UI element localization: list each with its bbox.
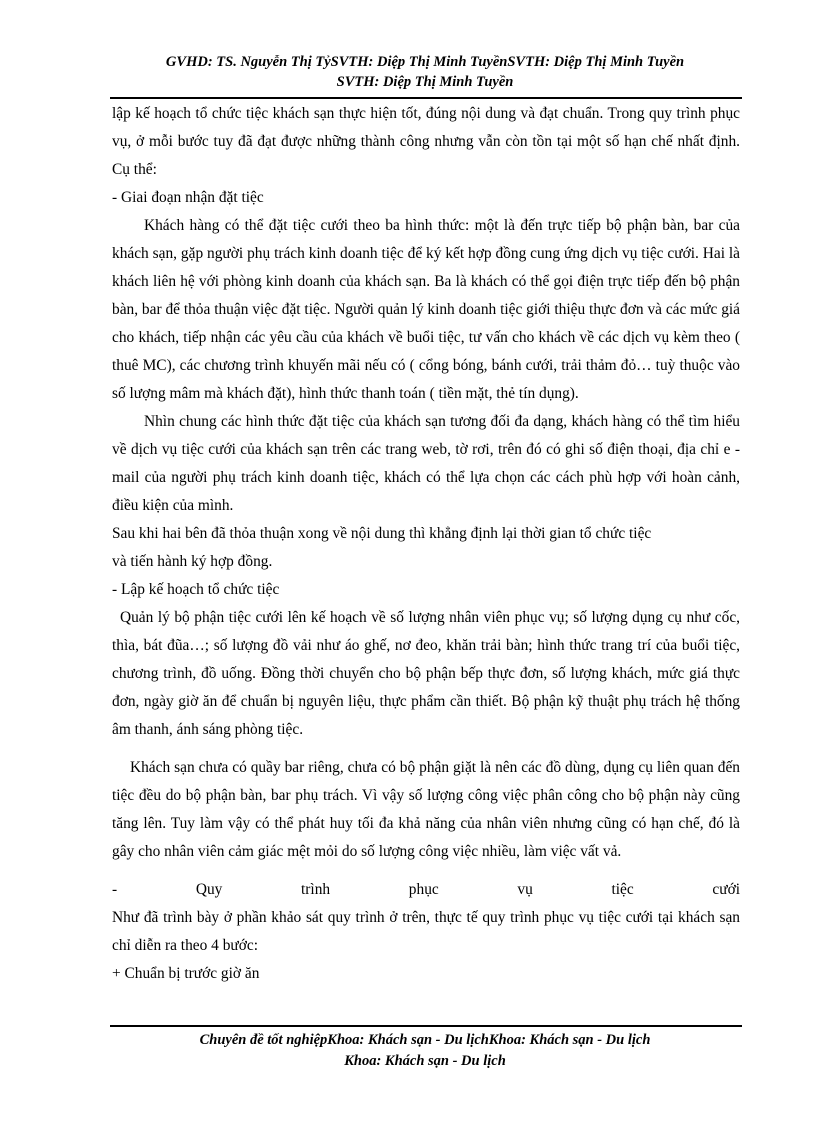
header-line-2: SVTH: Diệp Thị Minh Tuyền [336,74,514,90]
paragraph: Nhìn chung các hình thức đặt tiệc của khách sạn tương đối đa dạng, khách hàng có thể tìm hiểu về dịch vụ tiệc cưới của khách sạn trên các trang web, tờ rơi, trên đó có ghi số điện thoại, địa chỉ e - mail của người phụ trách kinh doanh tiệc, khách có thể lựa chọn các cách phù hợp với hoàn cảnh, điều kiện của mình. [112,413,740,514]
section-heading: - Lập kế hoạch tổ chức tiệc [112,581,280,598]
spacer [112,866,740,876]
heading-word: tiệc [611,881,634,898]
heading-word: Quy [195,881,223,898]
section-heading: - Giai đoạn nhận đặt tiệc [112,189,264,206]
header-line-1: GVHD: TS. Nguyễn Thị TỷSVTH: Diệp Thị Minh TuyềnSVTH: Diệp Thị Minh Tuyền [165,54,685,70]
paragraph: Khách sạn chưa có quầy bar riêng, chưa có bộ phận giặt là nên các đồ dùng, dụng cụ liên quan đến tiệc đều do bộ phận bàn, bar phụ trách. Vì vậy số lượng công việc phân công cho bộ phận này cũng tăng lên. Tuy làm vậy có thể phát huy tối đa khả năng của nhân viên nhưng cũng có hạn chế, đó là gây cho nhân viên cảm giác mệt mỏi do số lượng công việc nhiều, làm việc vất vả. [112,759,740,860]
paragraph: lập kế hoạch tổ chức tiệc khách sạn thực hiện tốt, đúng nội dung và đạt chuẩn. Trong quy trình phục vụ, ở mỗi bước tuy đã đạt được những thành công nhưng vẫn còn tồn tại một số hạn chế nhất định. Cụ thể: [112,105,740,178]
paragraph: Khách hàng có thể đặt tiệc cưới theo ba hình thức: một là đến trực tiếp bộ phận bàn, bar của khách sạn, gặp người phụ trách kinh doanh tiệc để ký kết hợp đồng cung ứng dịch vụ tiệc cưới. Hai là khách liên hệ với phòng kinh doanh của khách sạn. Ba là khách có thể gọi điện trực tiếp đến bộ phận bàn, bar để thỏa thuận việc đặt tiệc. Người quản lý kinh doanh tiệc giới thiệu thực đơn và các mức giá cho khách, tiếp nhận các yêu cầu của khách về buổi tiệc, tư vấn cho khách về các dịch vụ kèm theo ( thuê MC), các chương trình khuyến mãi nếu có ( cổng bóng, bánh cưới, trải thảm đỏ… tuỳ thuộc vào số lượng mâm mà khách đặt), hình thức thanh toán ( tiền mặt, thẻ tín dụng). [112,217,740,402]
paragraph: Sau khi hai bên đã thỏa thuận xong về nội dung thì khẳng định lại thời gian tổ chức tiệc [112,525,652,542]
footer-line-2: Khoa: Khách sạn - Du lịch [344,1053,506,1069]
section-heading: + Chuẩn bị trước giờ ăn [112,965,260,982]
footer-line-1: Chuyên đề tốt nghiệpKhoa: Khách sạn - Du lịchKhoa: Khách sạn - Du lịch [199,1032,651,1048]
header-rule [110,97,742,99]
document-body [112,100,740,988]
heading-word: vụ [517,881,533,898]
heading-word: trình [301,881,331,898]
heading-word: phục [408,881,439,898]
page-header [110,52,740,92]
paragraph: Như đã trình bày ở phần khảo sát quy trình ở trên, thực tế quy trình phục vụ tiệc cưới tại khách sạn chỉ diễn ra theo 4 bước: [112,909,740,954]
heading-word: - [112,881,118,898]
paragraph: và tiến hành ký hợp đồng. [112,553,273,570]
section-heading-spread [112,876,740,904]
heading-word: cưới [712,881,740,898]
spacer [112,744,740,754]
page-footer [110,1030,740,1072]
footer-rule [110,1025,742,1027]
paragraph: Quản lý bộ phận tiệc cưới lên kế hoạch về số lượng nhân viên phục vụ; số lượng dụng cụ như cốc, thìa, bát đũa…; số lượng đồ vải như áo ghế, nơ đeo, khăn trải bàn; hình thức trang trí của buổi tiệc, chương trình, đồ uống. Đồng thời chuyển cho bộ phận bếp thực đơn, số lượng khách, mức giá thực đơn, ngày giờ ăn để chuẩn bị nguyên liệu, thực phẩm cần thiết. Bộ phận kỹ thuật phụ trách hệ thống âm thanh, ánh sáng phòng tiệc. [112,609,740,738]
